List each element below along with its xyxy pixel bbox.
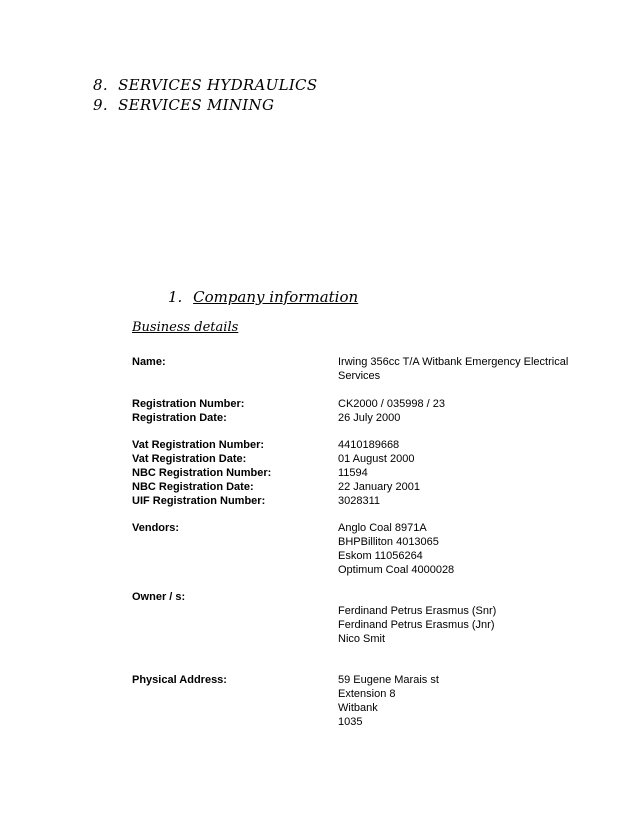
services-item-text: SERVICES HYDRAULICS	[118, 76, 318, 94]
field-value	[338, 355, 578, 383]
field-value: 4410189668	[338, 439, 400, 451]
section-heading	[168, 288, 358, 306]
field-value: CK2000 / 035998 / 23	[338, 398, 446, 410]
value-line: Services	[338, 370, 381, 382]
field-label: Vendors:	[132, 522, 180, 534]
field-value	[338, 604, 578, 646]
field-label: Physical Address:	[132, 674, 227, 686]
sub-heading: Business details	[132, 320, 239, 335]
services-item-9	[93, 96, 274, 114]
field-value: 22 January 2001	[338, 481, 420, 493]
value-line: BHPBilliton 4013065	[338, 536, 439, 548]
value-line: Ferdinand Petrus Erasmus (Snr)	[338, 605, 497, 617]
field-label: Name:	[132, 356, 166, 368]
field-value: 11594	[338, 467, 368, 479]
value-line: Eskom 11056264	[338, 550, 423, 562]
field-label: NBC Registration Date:	[132, 481, 254, 493]
services-item-text: SERVICES MINING	[118, 96, 275, 114]
field-value: 26 July 2000	[338, 412, 401, 424]
value-line: Nico Smit	[338, 633, 386, 645]
field-label: Registration Number:	[132, 398, 245, 410]
value-line: 1035	[338, 716, 363, 728]
field-value: 01 August 2000	[338, 453, 415, 465]
value-line: Anglo Coal 8971A	[338, 522, 427, 534]
value-line: Extension 8	[338, 688, 396, 700]
field-label: Registration Date:	[132, 412, 227, 424]
value-line: Ferdinand Petrus Erasmus (Jnr)	[338, 619, 495, 631]
field-label: Vat Registration Number:	[132, 439, 265, 451]
field-value	[338, 673, 578, 729]
field-value: 3028311	[338, 495, 381, 507]
services-item-number: 9.	[93, 96, 108, 114]
field-label: UIF Registration Number:	[132, 495, 266, 507]
section-title: Company information	[193, 288, 359, 306]
section-number: 1.	[168, 288, 183, 306]
value-line: Optimum Coal 4000028	[338, 564, 455, 576]
value-line: Irwing 356cc T/A Witbank Emergency Electrical	[338, 356, 569, 368]
value-line: 59 Eugene Marais st	[338, 674, 439, 686]
value-line: Witbank	[338, 702, 378, 714]
services-item-number: 8.	[93, 76, 108, 94]
field-label: Vat Registration Date:	[132, 453, 247, 465]
services-item-8	[93, 76, 317, 94]
field-label: NBC Registration Number:	[132, 467, 272, 479]
field-label: Owner / s:	[132, 591, 186, 603]
field-value	[338, 521, 578, 577]
